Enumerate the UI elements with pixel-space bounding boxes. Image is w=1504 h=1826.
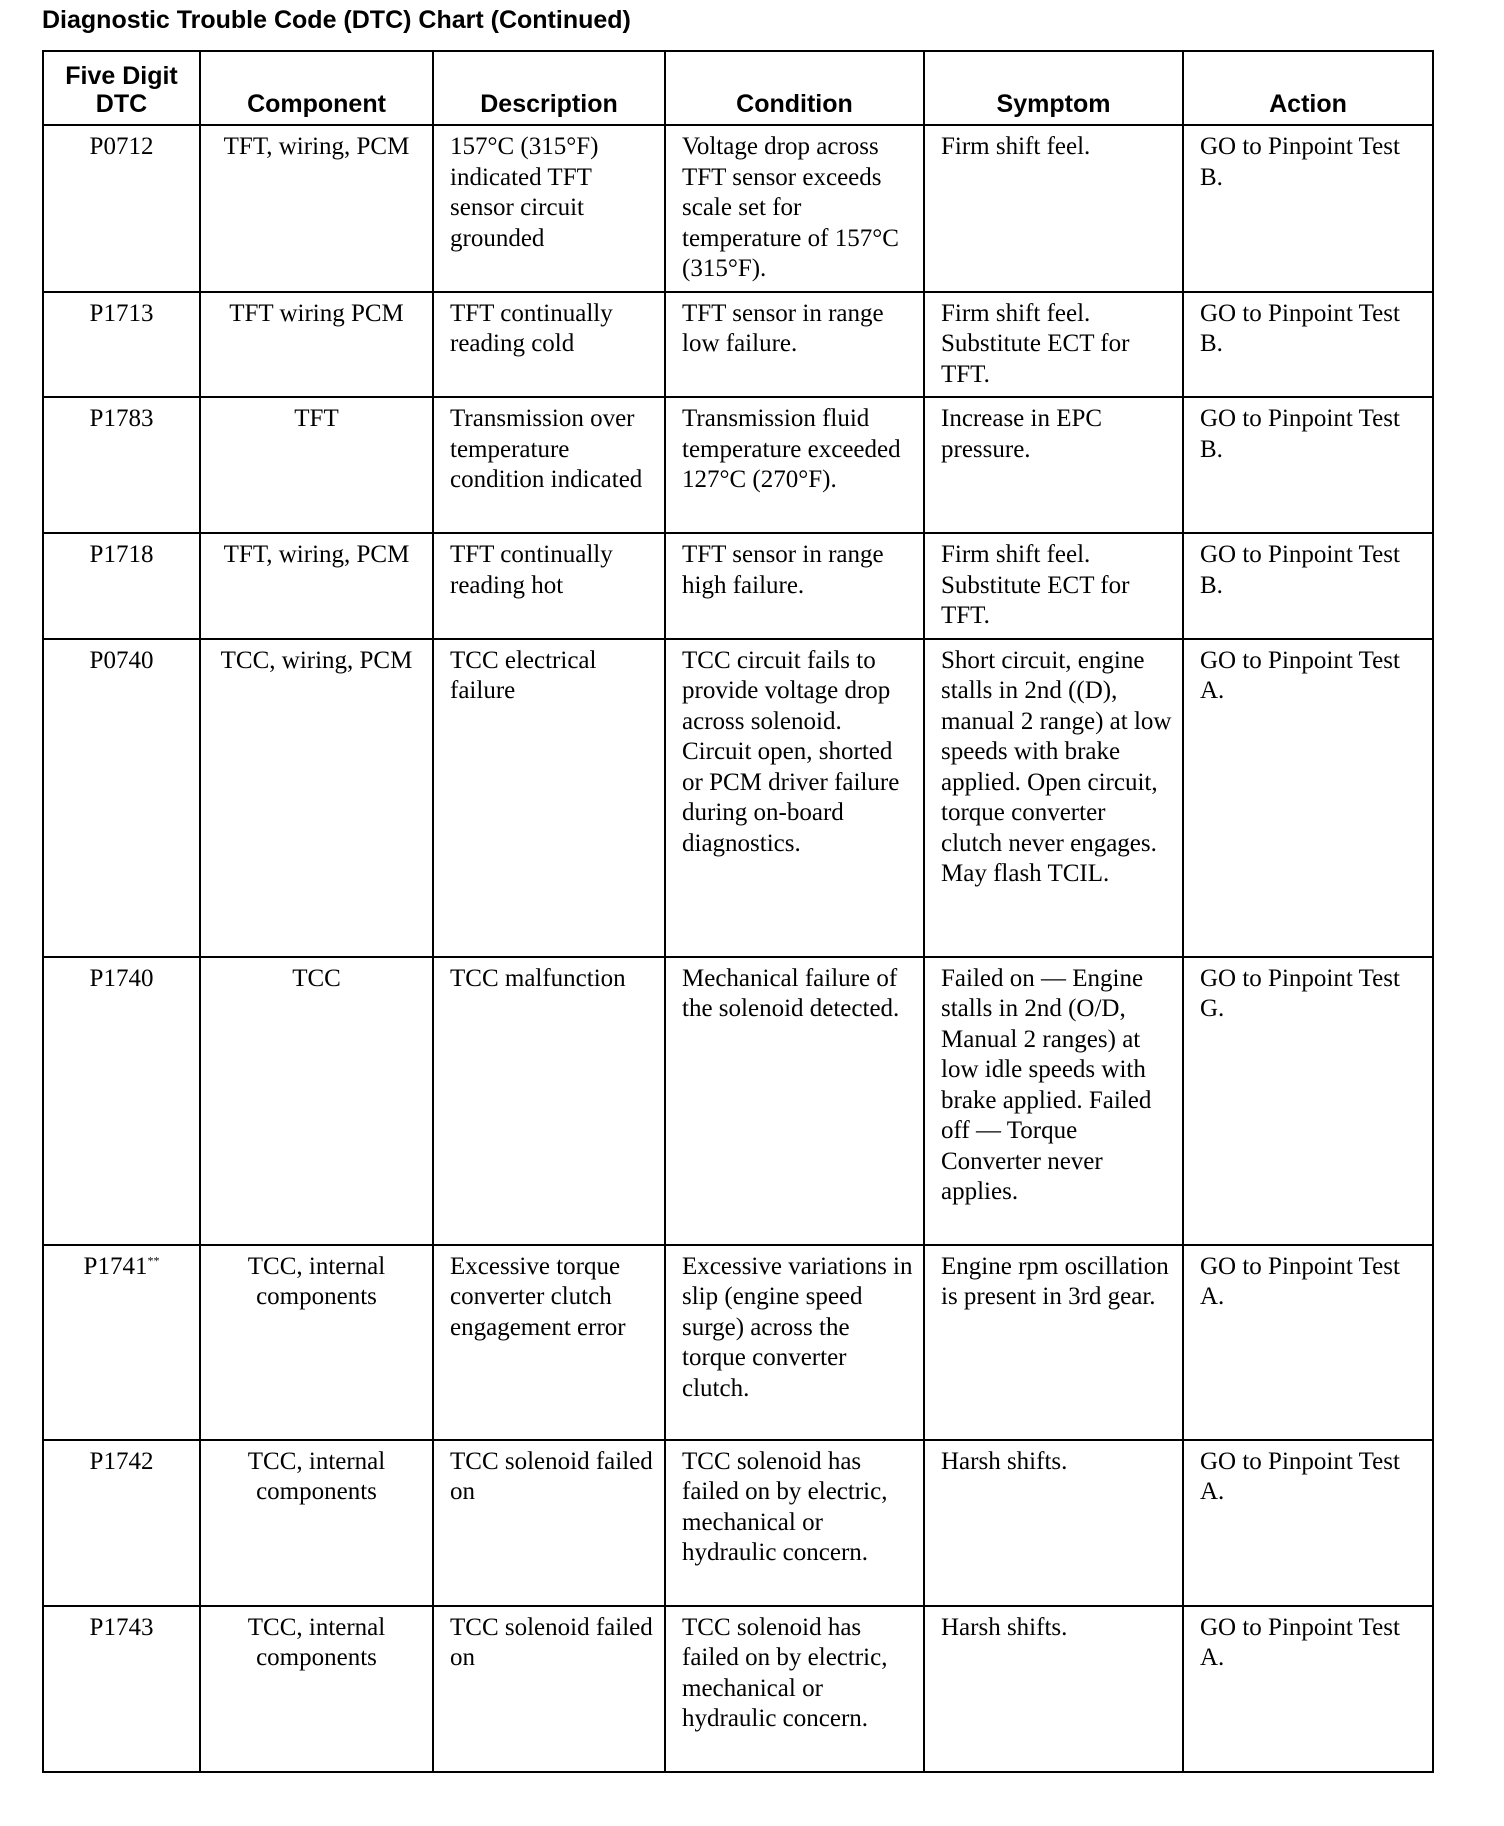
dtc-code-cell <box>43 639 200 957</box>
condition-cell-text: TCC solenoid has failed on by electric, mechanical or hydraulic concern. <box>682 1447 888 1566</box>
table-row <box>43 639 1433 957</box>
dtc-code-cell-text: P1742 <box>89 1447 154 1475</box>
component-cell-text: TFT, wiring, PCM <box>223 541 410 568</box>
symptom-cell <box>924 1440 1183 1606</box>
condition-cell-text: TFT sensor in range high failure. <box>682 541 884 599</box>
component-cell-text: TCC, internal components <box>247 1252 386 1310</box>
table-row <box>43 397 1433 533</box>
dtc-code-cell <box>43 397 200 533</box>
component-cell-text: TFT wiring PCM <box>229 299 404 327</box>
action-cell <box>1183 957 1433 1245</box>
action-cell-text: GO to Pinpoint Test G. <box>1200 964 1400 1022</box>
symptom-cell-text: Firm shift feel. Substitute ECT for TFT. <box>941 299 1130 388</box>
action-cell-text: GO to Pinpoint Test B. <box>1200 133 1400 191</box>
symptom-cell-text: Failed on — Engine stalls in 2nd (O/D, Manual 2 ranges) at low idle speeds with brake applied. Failed off — Torque Converter never applies. <box>941 964 1152 1205</box>
action-cell-text: GO to Pinpoint Test A. <box>1200 1613 1400 1671</box>
action-cell <box>1183 1245 1433 1440</box>
symptom-cell-text: Harsh shifts. <box>941 1447 1068 1475</box>
action-cell-text: GO to Pinpoint Test A. <box>1200 1447 1400 1505</box>
dtc-footnote-mark: ** <box>147 1253 160 1268</box>
dtc-code-cell-text: P1743 <box>89 1613 154 1641</box>
description-cell-text: TFT continually reading hot <box>450 541 613 599</box>
description-cell <box>433 1440 665 1606</box>
symptom-cell <box>924 125 1183 292</box>
component-cell <box>200 1440 433 1606</box>
action-cell <box>1183 397 1433 533</box>
action-cell <box>1183 533 1433 639</box>
symptom-cell-text: Engine rpm oscillation is present in 3rd gear. <box>941 1252 1169 1310</box>
description-cell-text: TCC solenoid failed on <box>450 1447 653 1505</box>
dtc-code-cell <box>43 292 200 398</box>
dtc-code-cell-text: P0712 <box>89 133 154 160</box>
condition-cell-text: TCC circuit fails to provide voltage drop across solenoid. Circuit open, shorted or PCM driver failure during on-board diagnostics. <box>682 646 900 857</box>
symptom-cell-text: Firm shift feel. Substitute ECT for TFT. <box>941 541 1130 629</box>
component-cell <box>200 292 433 398</box>
description-cell-text: Excessive torque converter clutch engagement error <box>450 1252 626 1341</box>
description-cell-text: TCC electrical failure <box>450 646 597 704</box>
action-cell-text: GO to Pinpoint Test A. <box>1200 646 1400 704</box>
symptom-cell <box>924 1245 1183 1440</box>
dtc-code-cell <box>43 957 200 1245</box>
symptom-cell <box>924 957 1183 1245</box>
component-cell <box>200 397 433 533</box>
symptom-cell <box>924 639 1183 957</box>
component-cell <box>200 533 433 639</box>
header-action: Action <box>1183 51 1433 125</box>
condition-cell <box>665 292 924 398</box>
symptom-cell-text: Short circuit, engine stalls in 2nd ((D), manual 2 range) at low speeds with brake applied. Open circuit, torque converter clutch never engages. May flash TCIL. <box>941 646 1172 887</box>
description-cell <box>433 639 665 957</box>
dtc-code-cell-text: P1783 <box>89 405 154 432</box>
component-cell <box>200 639 433 957</box>
action-cell-text: GO to Pinpoint Test B. <box>1200 299 1400 357</box>
description-cell-text: TCC malfunction <box>450 964 626 992</box>
component-cell-text: TFT <box>294 405 339 432</box>
condition-cell-text: Excessive variations in slip (engine speed surge) across the torque converter clutch. <box>682 1252 913 1402</box>
header-component: Component <box>200 51 433 125</box>
description-cell <box>433 957 665 1245</box>
dtc-code-cell-text: P1741 <box>83 1252 148 1280</box>
dtc-code-cell <box>43 1245 200 1440</box>
condition-cell <box>665 1440 924 1606</box>
symptom-cell-text: Firm shift feel. <box>941 133 1091 160</box>
description-cell-text: Transmission over temperature condition indicated <box>450 405 643 493</box>
description-cell-text: TFT continually reading cold <box>450 299 613 357</box>
action-cell <box>1183 639 1433 957</box>
dtc-code-cell <box>43 1440 200 1606</box>
dtc-code-cell <box>43 533 200 639</box>
condition-cell <box>665 639 924 957</box>
action-cell <box>1183 292 1433 398</box>
description-cell <box>433 125 665 292</box>
component-cell-text: TCC, internal components <box>247 1613 386 1671</box>
table-row <box>43 533 1433 639</box>
description-cell <box>433 397 665 533</box>
header-condition: Condition <box>665 51 924 125</box>
symptom-cell-text: Increase in EPC pressure. <box>941 405 1103 463</box>
description-cell <box>433 292 665 398</box>
action-cell-text: GO to Pinpoint Test A. <box>1200 1252 1400 1310</box>
condition-cell <box>665 125 924 292</box>
component-cell <box>200 957 433 1245</box>
symptom-cell-text: Harsh shifts. <box>941 1613 1068 1641</box>
dtc-code-cell <box>43 1606 200 1772</box>
table-header-row <box>43 51 1433 125</box>
table-row <box>43 1245 1433 1440</box>
component-cell-text: TFT, wiring, PCM <box>223 133 410 160</box>
dtc-table <box>42 50 1434 1773</box>
description-cell <box>433 1245 665 1440</box>
table-row <box>43 125 1433 292</box>
symptom-cell <box>924 397 1183 533</box>
condition-cell-text: Transmission fluid temperature exceeded 127°C (270°F). <box>682 405 901 493</box>
action-cell <box>1183 125 1433 292</box>
dtc-code-cell-text: P1718 <box>89 541 154 568</box>
condition-cell <box>665 957 924 1245</box>
header-description: Description <box>433 51 665 125</box>
dtc-code-cell <box>43 125 200 292</box>
description-cell <box>433 533 665 639</box>
symptom-cell <box>924 1606 1183 1772</box>
description-cell <box>433 1606 665 1772</box>
condition-cell <box>665 397 924 533</box>
component-cell <box>200 1245 433 1440</box>
header-symptom: Symptom <box>924 51 1183 125</box>
condition-cell <box>665 1606 924 1772</box>
component-cell-text: TCC, internal components <box>247 1447 386 1505</box>
table-row <box>43 1440 1433 1606</box>
condition-cell-text: Voltage drop across TFT sensor exceeds scale set for temperature of 157°C (315°F). <box>682 133 899 282</box>
action-cell <box>1183 1440 1433 1606</box>
description-cell-text: 157°C (315°F) indicated TFT sensor circuit grounded <box>450 133 599 252</box>
action-cell <box>1183 1606 1433 1772</box>
condition-cell-text: TFT sensor in range low failure. <box>682 299 884 357</box>
table-row <box>43 957 1433 1245</box>
table-row <box>43 292 1433 398</box>
condition-cell-text: Mechanical failure of the solenoid detected. <box>682 964 900 1022</box>
component-cell-text: TCC <box>292 964 341 992</box>
condition-cell <box>665 1245 924 1440</box>
symptom-cell <box>924 533 1183 639</box>
header-dtc: Five Digit DTC <box>43 51 200 125</box>
symptom-cell <box>924 292 1183 398</box>
table-row <box>43 1606 1433 1772</box>
action-cell-text: GO to Pinpoint Test B. <box>1200 541 1400 599</box>
condition-cell-text: TCC solenoid has failed on by electric, mechanical or hydraulic concern. <box>682 1613 888 1732</box>
description-cell-text: TCC solenoid failed on <box>450 1613 653 1671</box>
component-cell <box>200 125 433 292</box>
table-body <box>43 125 1433 1772</box>
dtc-code-cell-text: P1713 <box>89 299 154 327</box>
dtc-code-cell-text: P1740 <box>89 964 154 992</box>
action-cell-text: GO to Pinpoint Test B. <box>1200 405 1400 463</box>
page-title: Diagnostic Trouble Code (DTC) Chart (Continued) <box>42 6 631 34</box>
component-cell <box>200 1606 433 1772</box>
component-cell-text: TCC, wiring, PCM <box>220 646 413 674</box>
dtc-code-cell-text: P0740 <box>89 646 154 674</box>
condition-cell <box>665 533 924 639</box>
